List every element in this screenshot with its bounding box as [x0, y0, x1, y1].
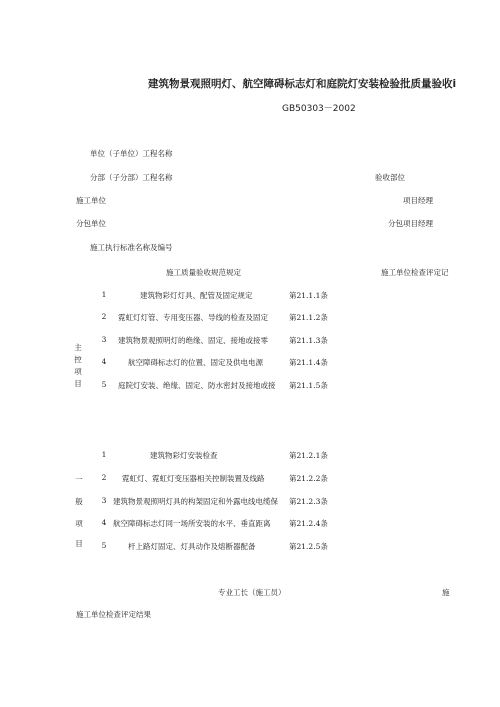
- general-item-no: 3: [101, 496, 107, 505]
- main-item-no: 5: [101, 380, 107, 389]
- document-title: 建筑物景观照明灯、航空障碍标志灯和庭院灯安装检验批质量验收i: [148, 78, 457, 90]
- general-item-no: 5: [101, 541, 107, 550]
- main-item-text: 航空障碍标志灯的位置、固定及供电电源: [128, 358, 263, 367]
- general-group-label-3: 项: [75, 519, 83, 528]
- general-item-text: 杆上路灯固定、灯具动作及熔断器配备: [128, 542, 256, 551]
- main-item-no: 2: [101, 312, 107, 321]
- main-item-text: 建筑物彩灯灯具、配管及固定规定: [140, 291, 253, 300]
- eval-result-label: 施工单位检查评定结果: [76, 610, 151, 619]
- standard-code: GB50303－2002: [282, 104, 356, 114]
- foreman-label: 专业工长（施工员）: [218, 588, 286, 597]
- general-item-clause: 第21.2.3条: [289, 497, 328, 506]
- main-item-clause: 第21.1.3条: [289, 336, 328, 345]
- subcontract-unit-label: 分包单位: [76, 219, 106, 228]
- project-manager-label: 项目经理: [403, 196, 433, 205]
- main-item-text: 霓虹灯灯管、专用变压器、导线的检查及固定: [118, 313, 268, 322]
- general-item-no: 2: [101, 473, 107, 482]
- general-item-text-inner: 建筑物景观照明灯具的构架固定和外露电线电缆保: [113, 497, 278, 506]
- general-item-text-inner: 航空障碍标志灯同一场所安装的水平、垂直距离: [113, 519, 271, 528]
- general-item-text: 建筑物彩灯安装检查: [150, 451, 218, 460]
- main-item-clause: 第21.1.2条: [289, 313, 328, 322]
- acceptance-part-label: 验收部位: [375, 173, 405, 182]
- general-item-clause: 第21.2.5条: [289, 542, 328, 551]
- main-item-text: 庭院灯安装、绝缘、固定、防水密封及接地或接: [118, 381, 276, 390]
- main-item-clause: 第21.1.4条: [289, 358, 328, 367]
- construction-unit-label: 施工单位: [76, 196, 106, 205]
- general-group-label-2: 般: [75, 497, 83, 506]
- general-item-text: [113, 496, 282, 507]
- standard-name-label: 施工执行标准名称及编号: [90, 243, 173, 252]
- general-item-clause: 第21.2.4条: [289, 519, 328, 528]
- general-group-label-1: 一: [75, 475, 83, 484]
- main-item-no: 1: [101, 290, 107, 299]
- main-item-no: 3: [101, 335, 107, 344]
- unit-project-label: 单位（子单位）工程名称: [90, 149, 173, 158]
- main-group-label-2: 控: [74, 355, 82, 364]
- main-item-text: 建筑物景观照明灯的绝缘、固定、接地或接零: [118, 336, 268, 345]
- main-item-clause: 第21.1.1条: [289, 291, 328, 300]
- general-item-no: 4: [101, 518, 107, 527]
- general-item-clause: 第21.2.2条: [289, 474, 328, 483]
- general-item-clause: 第21.2.1条: [289, 451, 328, 460]
- general-item-text: 霓虹灯、霓虹灯变压器相关控制装置及线路: [122, 474, 265, 483]
- spec-header: 施工质量验收规范规定: [166, 268, 241, 277]
- main-item-clause: 第21.1.5条: [289, 381, 328, 390]
- main-group-label-1: 主: [74, 343, 82, 352]
- general-group-label-4: 目: [75, 539, 83, 548]
- general-item-text: [113, 518, 281, 529]
- eval-header: 施工单位检查评定记: [381, 268, 449, 277]
- right-mark: 施: [442, 588, 450, 597]
- main-group-label-4: 目: [74, 379, 82, 388]
- main-item-no: 4: [101, 357, 107, 366]
- subcontract-manager-label: 分包项目经理: [388, 219, 433, 228]
- general-item-no: 1: [101, 450, 107, 459]
- main-group-label-3: 项: [74, 367, 82, 376]
- sub-project-label: 分部（子分部）工程名称: [90, 173, 173, 182]
